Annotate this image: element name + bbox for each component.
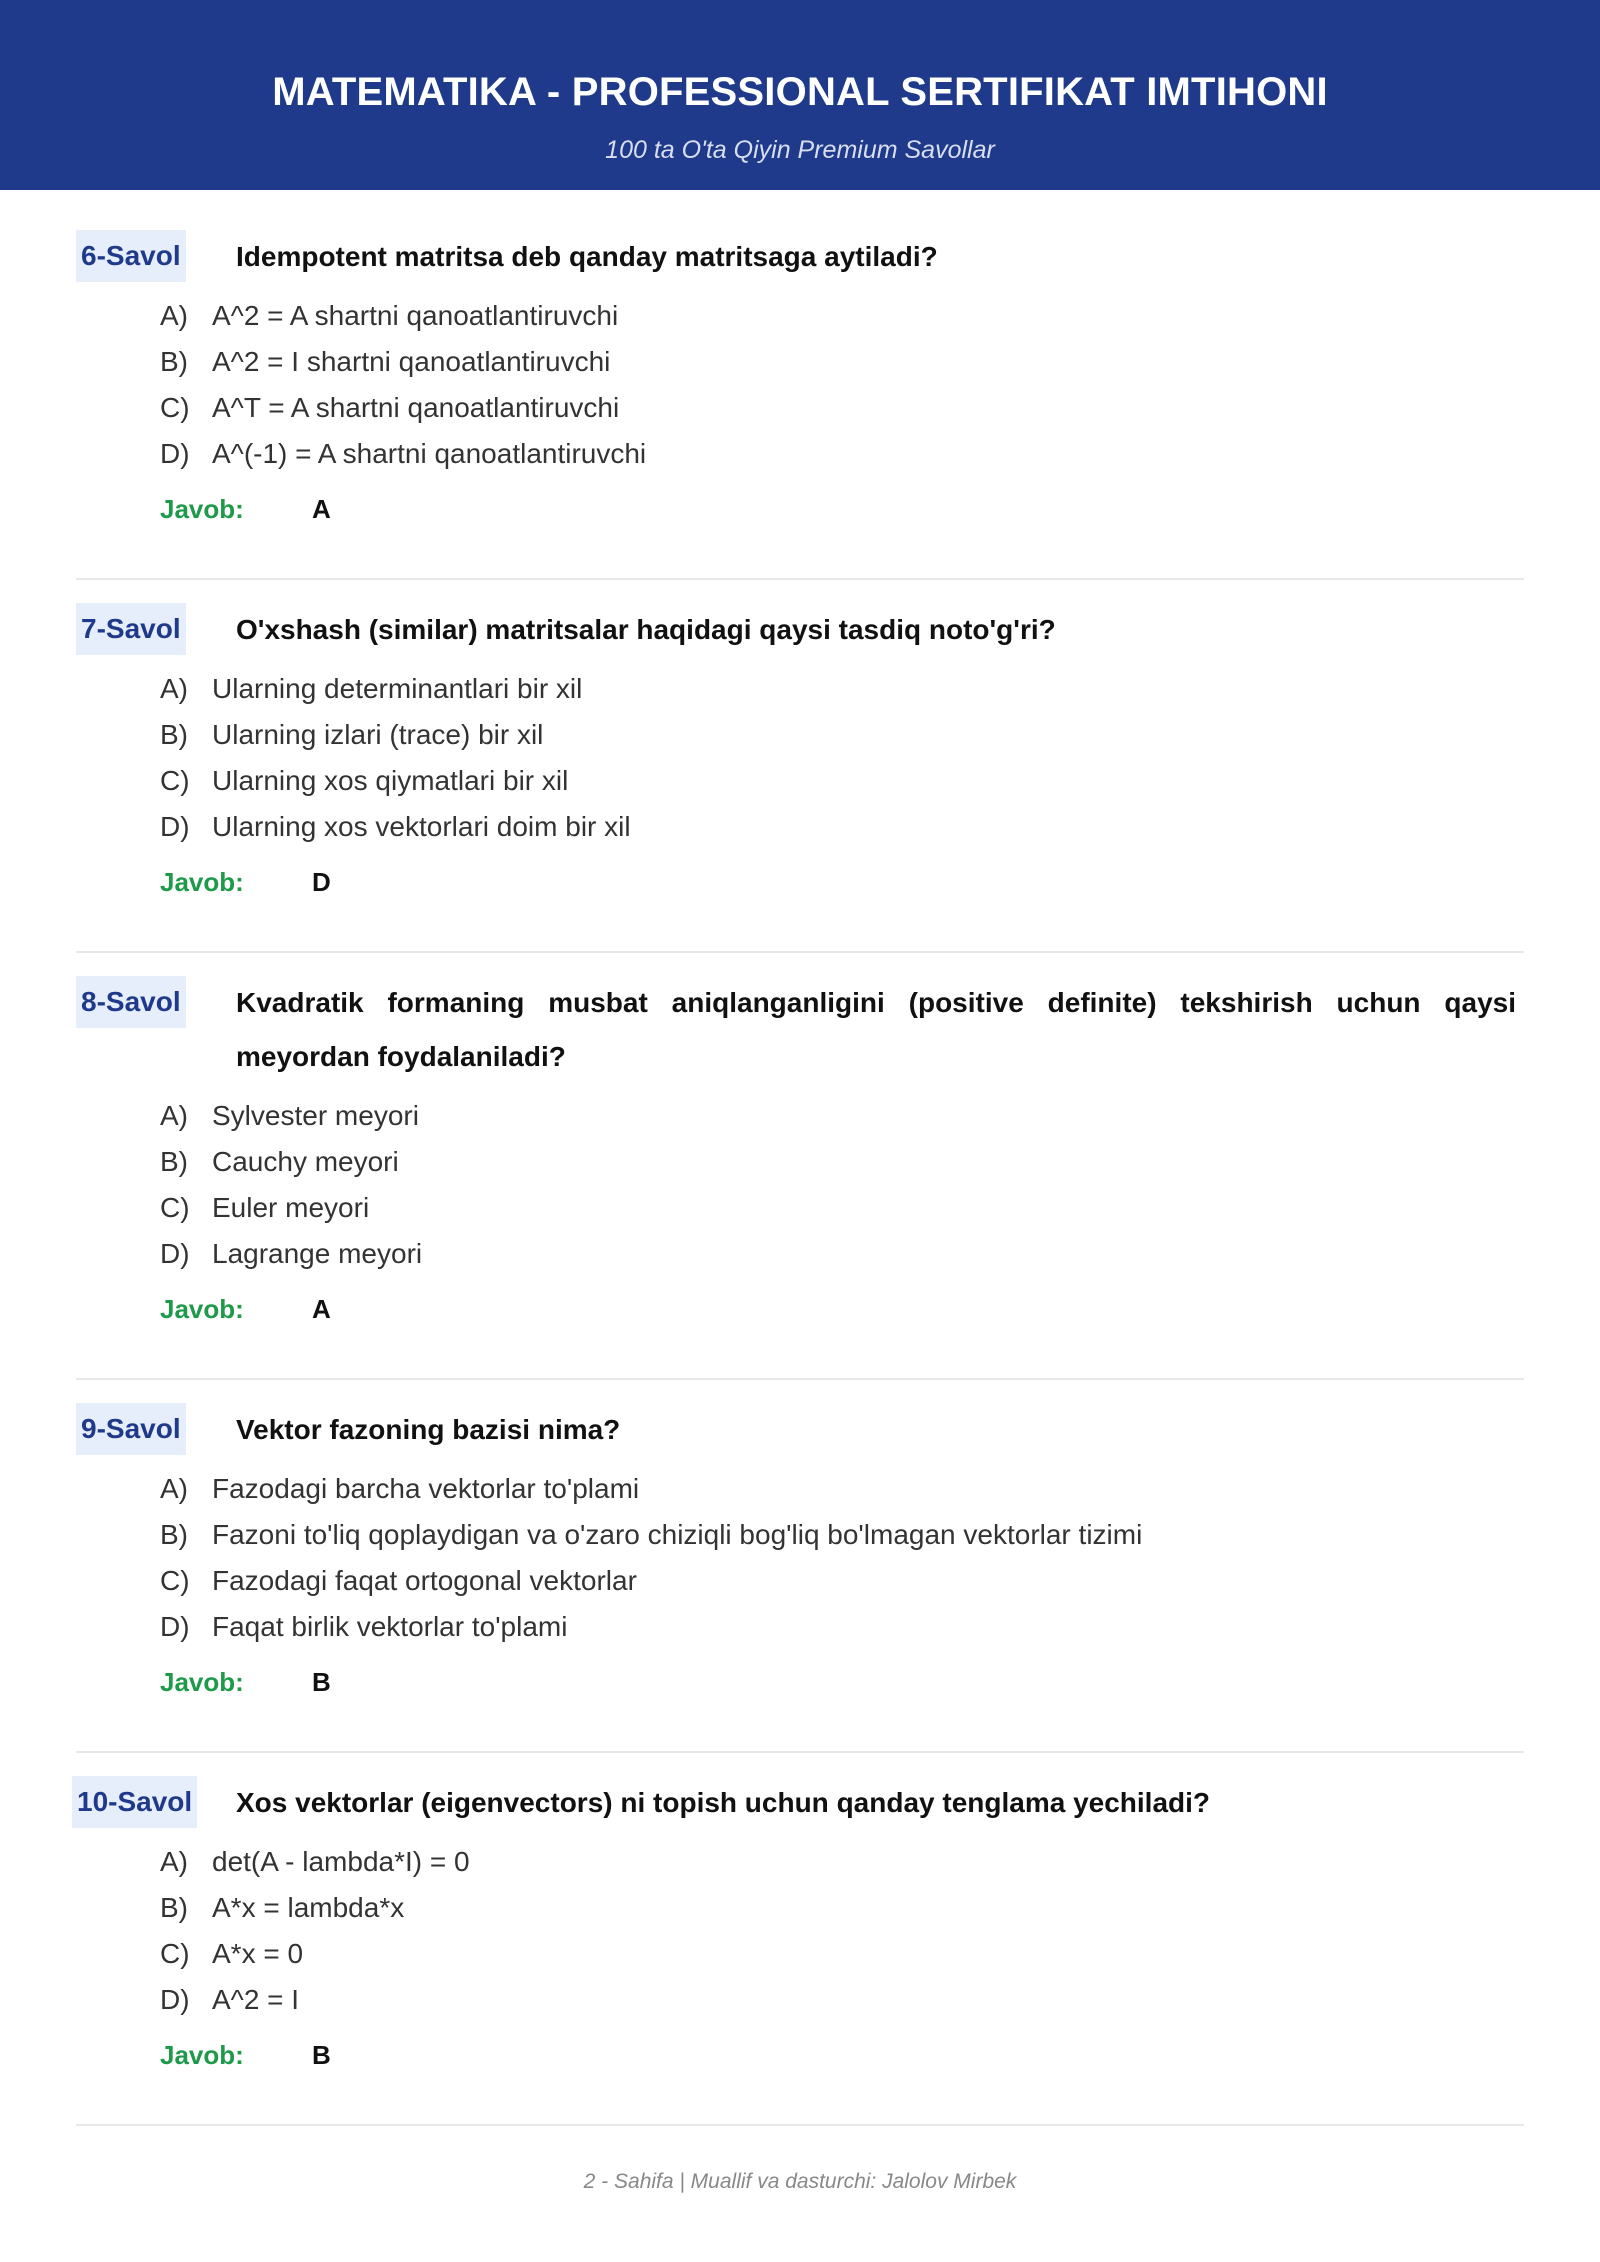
option-d: D) Lagrange meyori: [160, 1238, 423, 1269]
answer-row: [160, 867, 331, 898]
option-a: A) A^2 = A shartni qanoatlantiruvchi: [160, 300, 619, 331]
option-d: D) A^(-1) = A shartni qanoatlantiruvchi: [160, 438, 647, 469]
page-header: [0, 0, 1600, 190]
answer-label: Javob:: [160, 2040, 244, 2070]
option-a: A) det(A - lambda*I) = 0: [160, 1846, 470, 1877]
option-a: A) Fazodagi barcha vektorlar to'plami: [160, 1473, 640, 1504]
answer-label: Javob:: [160, 1294, 244, 1324]
answer-value: A: [312, 494, 331, 524]
answer-value: B: [312, 1667, 331, 1697]
question-number: 7-Savol: [76, 603, 186, 655]
document-title: MATEMATIKA - PROFESSIONAL SERTIFIKAT IMTIHONI: [272, 70, 1328, 114]
answer-value: D: [312, 867, 331, 897]
question-text: Kvadratik formaning musbat aniqlanganligini (positive definite) tekshirish uchun qaysi meyordan foydalaniladi?: [236, 987, 1516, 1072]
question-text: Xos vektorlar (eigenvectors) ni topish uchun qanday tenglama yechiladi?: [236, 1787, 1211, 1818]
answer-label: Javob:: [160, 867, 244, 897]
question-text: O'xshash (similar) matritsalar haqidagi qaysi tasdiq noto'g'ri?: [236, 614, 1056, 645]
option-c: C) Euler meyori: [160, 1192, 370, 1223]
divider: [76, 1378, 1524, 1380]
option-b: B) Cauchy meyori: [160, 1146, 399, 1177]
question-text: Vektor fazoning bazisi nima?: [236, 1414, 621, 1445]
option-c: C) Ularning xos qiymatlari bir xil: [160, 765, 569, 796]
question-number: 8-Savol: [76, 976, 186, 1028]
option-c: C) A^T = A shartni qanoatlantiruvchi: [160, 392, 620, 423]
answer-row: [160, 494, 331, 525]
divider: [76, 951, 1524, 953]
option-c: C) A*x = 0: [160, 1938, 304, 1969]
answer-row: [160, 1667, 331, 1698]
question-number: 10-Savol: [72, 1776, 197, 1828]
option-c: C) Fazodagi faqat ortogonal vektorlar: [160, 1565, 637, 1596]
answer-label: Javob:: [160, 494, 244, 524]
option-b: B) Fazoni to'liq qoplaydigan va o'zaro chiziqli bog'liq bo'lmagan vektorlar tizimi: [160, 1519, 1143, 1550]
option-d: D) Faqat birlik vektorlar to'plami: [160, 1611, 568, 1642]
document-subtitle: 100 ta O'ta Qiyin Premium Savollar: [605, 136, 995, 164]
divider: [76, 578, 1524, 580]
option-d: D) A^2 = I: [160, 1984, 300, 2015]
option-b: B) A*x = lambda*x: [160, 1892, 405, 1923]
divider: [76, 2124, 1524, 2126]
answer-value: B: [312, 2040, 331, 2070]
option-b: B) Ularning izlari (trace) bir xil: [160, 719, 544, 750]
answer-value: A: [312, 1294, 331, 1324]
question-number: 6-Savol: [76, 230, 186, 282]
page-footer: 2 - Sahifa | Muallif va dasturchi: Jalolov Mirbek: [583, 2170, 1017, 2193]
divider: [76, 1751, 1524, 1753]
option-a: A) Sylvester meyori: [160, 1100, 419, 1131]
option-d: D) Ularning xos vektorlari doim bir xil: [160, 811, 631, 842]
answer-row: [160, 2040, 331, 2071]
answer-row: [160, 1294, 331, 1325]
option-b: B) A^2 = I shartni qanoatlantiruvchi: [160, 346, 611, 377]
option-a: A) Ularning determinantlari bir xil: [160, 673, 583, 704]
question-number: 9-Savol: [76, 1403, 186, 1455]
answer-label: Javob:: [160, 1667, 244, 1697]
question-text: Idempotent matritsa deb qanday matritsaga aytiladi?: [236, 241, 938, 272]
